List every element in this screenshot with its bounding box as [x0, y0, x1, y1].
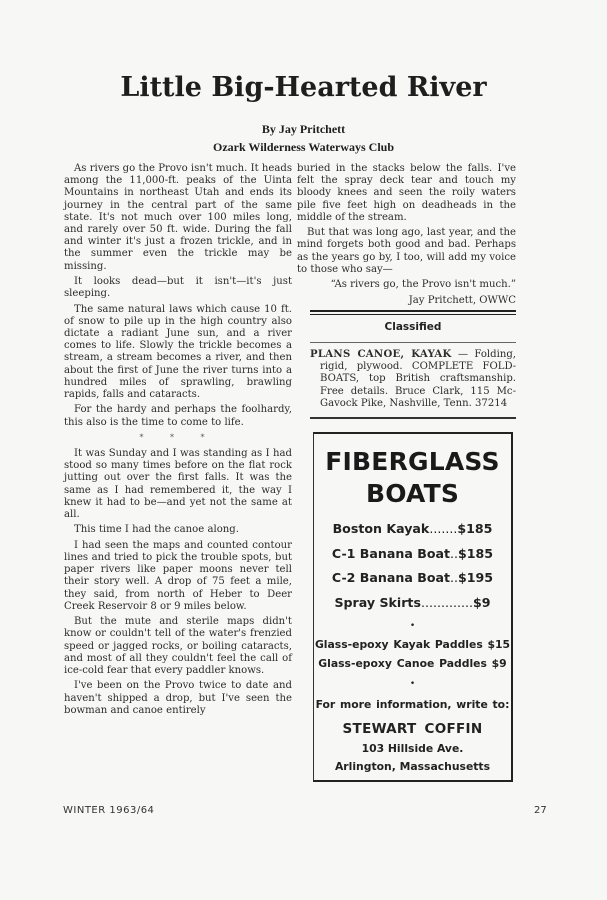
price-item — [314, 542, 511, 567]
classified-text: Folding, rigid, plywood. COMPLETE FOLDBOATS, top British craftsmanship. Free details. Bruce Clark, 115 McGavock Pike, Nashville, Tenn. 37214 — [320, 349, 516, 409]
article-author: By Jay Pritchett — [261, 122, 346, 136]
leader-dots: .. — [450, 570, 459, 585]
paragraph: buried in the stacks below the falls. I've felt the spray deck tear and touch my bloody knees and seen the roily waters pile five feet high on deadheads in the middle of the stream. — [297, 163, 516, 223]
classified-bottom-rule — [310, 417, 516, 419]
ad-headline-line: BOATS — [365, 479, 460, 508]
ad-headline — [314, 446, 511, 510]
ad-contact-name: STEWART COFFIN — [342, 721, 483, 737]
item-price: $185 — [458, 545, 494, 561]
article-title: Little Big-Hearted River — [120, 72, 487, 103]
classified-divider — [310, 342, 516, 343]
item-price: $9 — [473, 594, 491, 610]
fiberglass-boats-ad — [313, 432, 513, 782]
article-right-column — [297, 163, 516, 310]
leader-dots: ............. — [420, 594, 473, 610]
closing-quote: “As rivers go, the Provo isn't much.” — [330, 279, 516, 291]
section-separator: * * * — [139, 433, 217, 443]
page-number: 27 — [534, 805, 547, 816]
item-name: Spray Skirts — [334, 594, 421, 610]
paragraph: It was Sunday and I was standing as I had stood so many times before on the flat rock jutting out over the first falls. It was the same as I had remembered it, the way I knew it had to be—and yet not the same at all. — [64, 448, 292, 521]
paragraph: But that was long ago, last year, and the mind forgets both good and bad. Perhaps as the years go by, I too, will add my voice to those who say— — [297, 227, 516, 275]
paragraph: I've been on the Provo twice to date and haven't shipped a drop, but I've seen the bowman and canoe entirely — [64, 680, 292, 716]
ad-headline-line: FIBERGLASS — [325, 447, 500, 476]
classified-heading: Classified — [384, 321, 442, 333]
classified-dash: — — [451, 349, 475, 360]
ad-price-list — [314, 517, 511, 615]
paddle-item: Glass-epoxy Canoe Paddles $9 — [318, 657, 507, 670]
price-item — [314, 566, 511, 591]
article-club: Ozark Wilderness Waterways Club — [212, 140, 394, 154]
article-left-column — [64, 163, 292, 720]
paddle-item: Glass-epoxy Kayak Paddles $15 — [314, 638, 511, 651]
item-price: $195 — [458, 570, 494, 585]
ad-info-line: For more information, write to: — [315, 698, 510, 711]
item-name: C-1 Banana Boat — [331, 545, 450, 561]
item-name: C-2 Banana Boat — [331, 570, 450, 585]
paragraph: The same natural laws which cause 10 ft. of snow to pile up in the high country also dictate a radiant June sun, and a river comes to life. Slowly the trickle becomes a stream, a stream becomes a river, and then about the first of June the river turns into a hundred miles of sprawling, brawling rapids, falls and cataracts. — [64, 303, 292, 401]
paragraph: It looks dead—but it isn't—it's just sleeping. — [64, 276, 292, 300]
issue-label: WINTER 1963/64 — [63, 805, 155, 816]
paragraph: As rivers go the Provo isn't much. It heads among the 11,000-ft. peaks of the Uinta Mountains in northeast Utah and ends its journey in the central part of the same state. It's not much over 100 miles long, and rarely over 50 ft. wide. During the fall and winter it's just a frozen trickle, and in the summer even the trickle may be missing. — [64, 163, 292, 272]
classified-ad — [310, 349, 516, 410]
classified-lead: PLANS CANOE, KAYAK — [310, 349, 452, 360]
leader-dots: ....... — [429, 521, 458, 536]
paragraph: I had seen the maps and counted contour lines and tried to pick the trouble spots, but paper rivers like paper moons never tell their story well. A drop of 75 feet a mile, they said, from north of Heber to Deer Creek Reservoir 8 or 9 miles below. — [64, 539, 292, 612]
bullet-icon: • — [409, 679, 416, 689]
signature: Jay Pritchett, OWWC — [408, 294, 516, 306]
price-item — [314, 517, 511, 542]
paragraph: This time I had the canoe along. — [74, 524, 239, 536]
classified-top-rule — [310, 310, 516, 315]
price-item — [314, 591, 511, 616]
ad-address-line: 103 Hillside Ave. — [361, 742, 464, 755]
paragraph: But the mute and sterile maps didn't know or couldn't tell of the water's frenzied speed or jagged rocks, or boiling cataracts, and most of all they couldn't feel the call of ice-cold fear that every paddler knows. — [64, 616, 292, 677]
item-name: Boston Kayak — [332, 521, 430, 536]
leader-dots: .. — [450, 545, 459, 561]
item-price: $185 — [457, 521, 493, 536]
bullet-icon: • — [409, 621, 416, 631]
paragraph: For the hardy and perhaps the foolhardy, this also is the time to come to life. — [64, 404, 292, 428]
ad-address-line: Arlington, Massachusetts — [334, 760, 491, 773]
